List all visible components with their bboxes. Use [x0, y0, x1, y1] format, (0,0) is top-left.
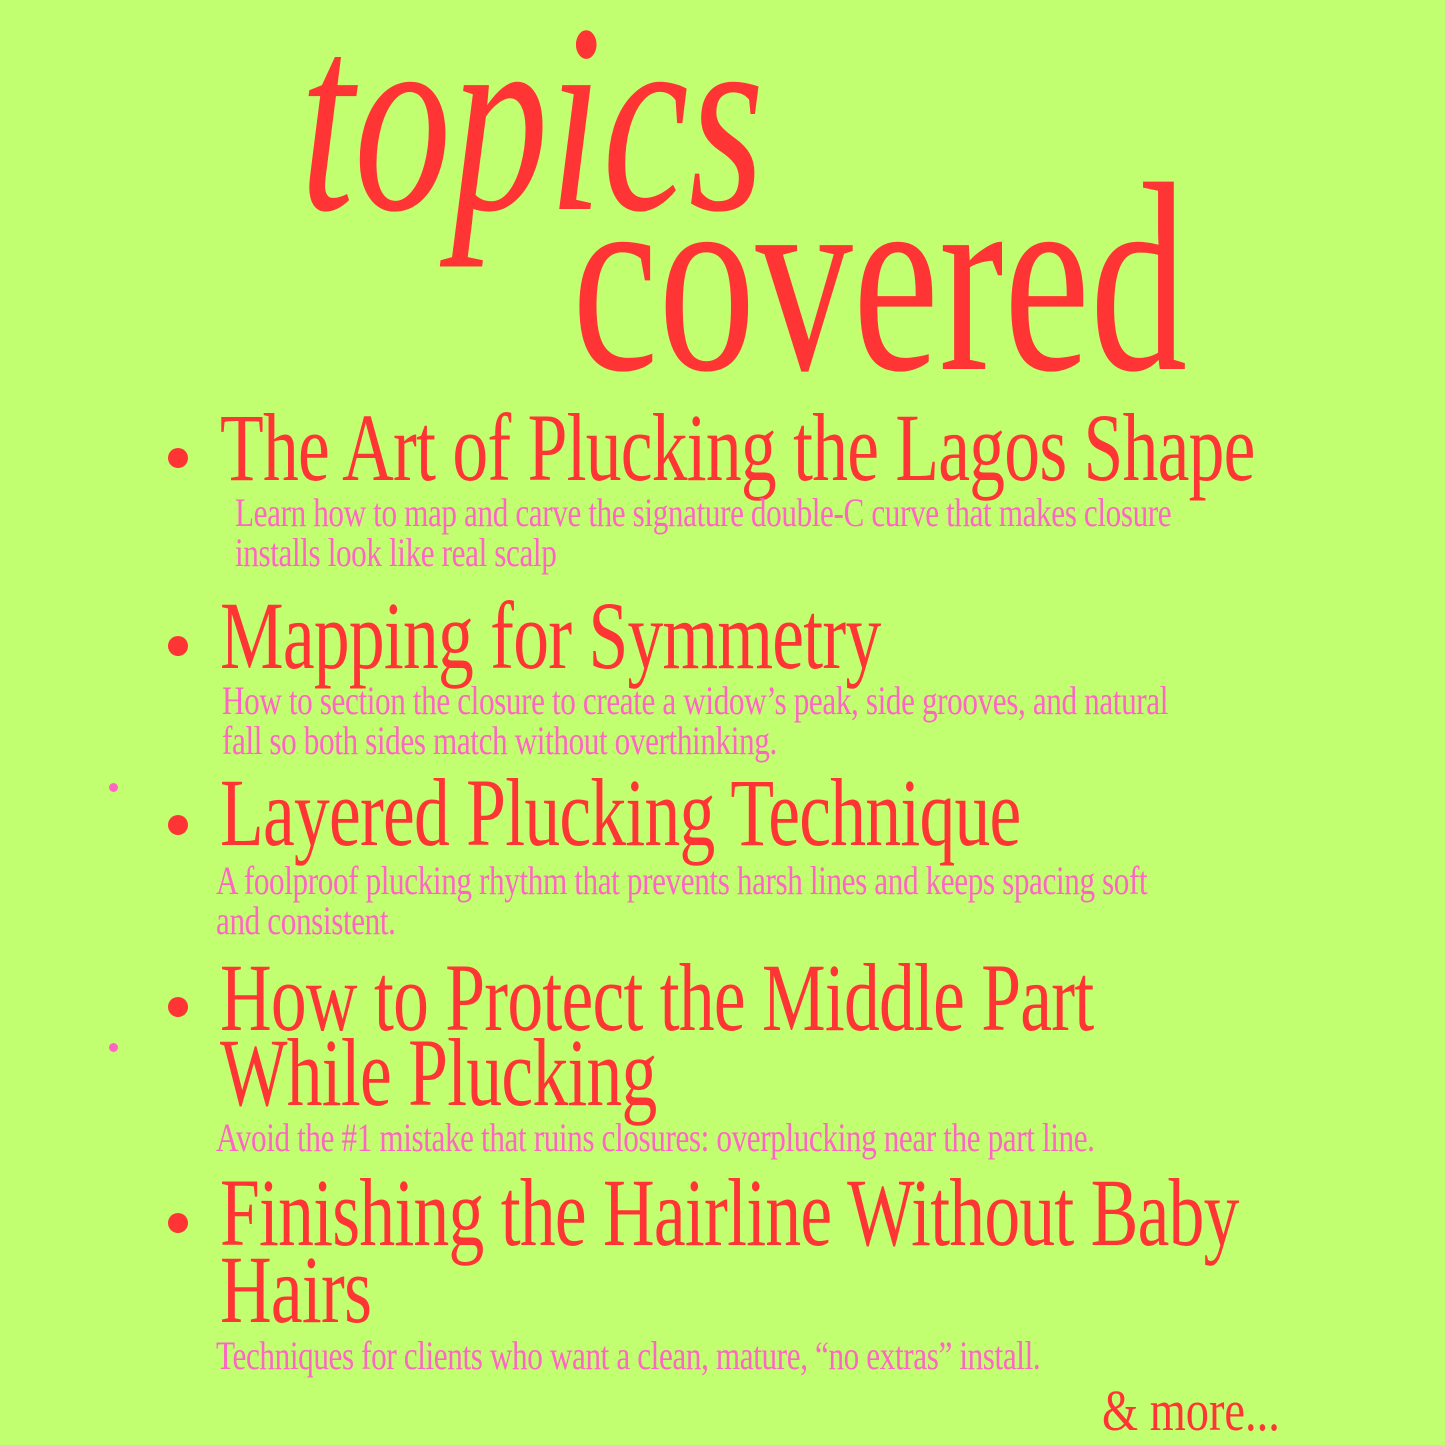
topic-description: Techniques for clients who want a clean, mature, “no extras” install.: [216, 1333, 1041, 1378]
bullet-icon: [168, 636, 188, 656]
stray-dot-icon: [109, 1043, 118, 1052]
topic-heading: How to Protect the Middle Part: [220, 944, 1094, 1051]
topic-description: fall so both sides match without overthinking.: [222, 718, 777, 763]
bullet-icon: [168, 1213, 188, 1233]
title-covered: covered: [572, 129, 1188, 428]
bullet-icon: [168, 815, 188, 835]
topic-heading: Mapping for Symmetry: [220, 582, 881, 689]
bullet-icon: [168, 997, 188, 1017]
bullet-icon: [168, 448, 188, 468]
topic-description: Learn how to map and carve the signature double-C curve that makes closure: [235, 490, 1172, 535]
topic-description: installs look like real scalp: [235, 530, 557, 575]
topic-description: Avoid the #1 mistake that ruins closures: overplucking near the part line.: [216, 1115, 1095, 1160]
stray-dot-icon: [109, 783, 118, 792]
and-more-text: & more...: [1102, 1378, 1280, 1443]
topic-heading: Finishing the Hairline Without Baby: [220, 1159, 1239, 1266]
topic-description: How to section the closure to create a widow’s peak, side grooves, and natural: [222, 678, 1169, 723]
topic-description: and consistent.: [216, 898, 396, 943]
topic-heading: Hairs: [220, 1236, 372, 1343]
topic-heading: While Plucking: [220, 1019, 657, 1126]
topic-heading: The Art of Plucking the Lagos Shape: [220, 394, 1255, 501]
title-topics: topics: [300, 0, 765, 268]
topic-description: A foolproof plucking rhythm that prevents harsh lines and keeps spacing soft: [216, 858, 1148, 903]
topic-heading: Layered Plucking Technique: [220, 759, 1021, 866]
